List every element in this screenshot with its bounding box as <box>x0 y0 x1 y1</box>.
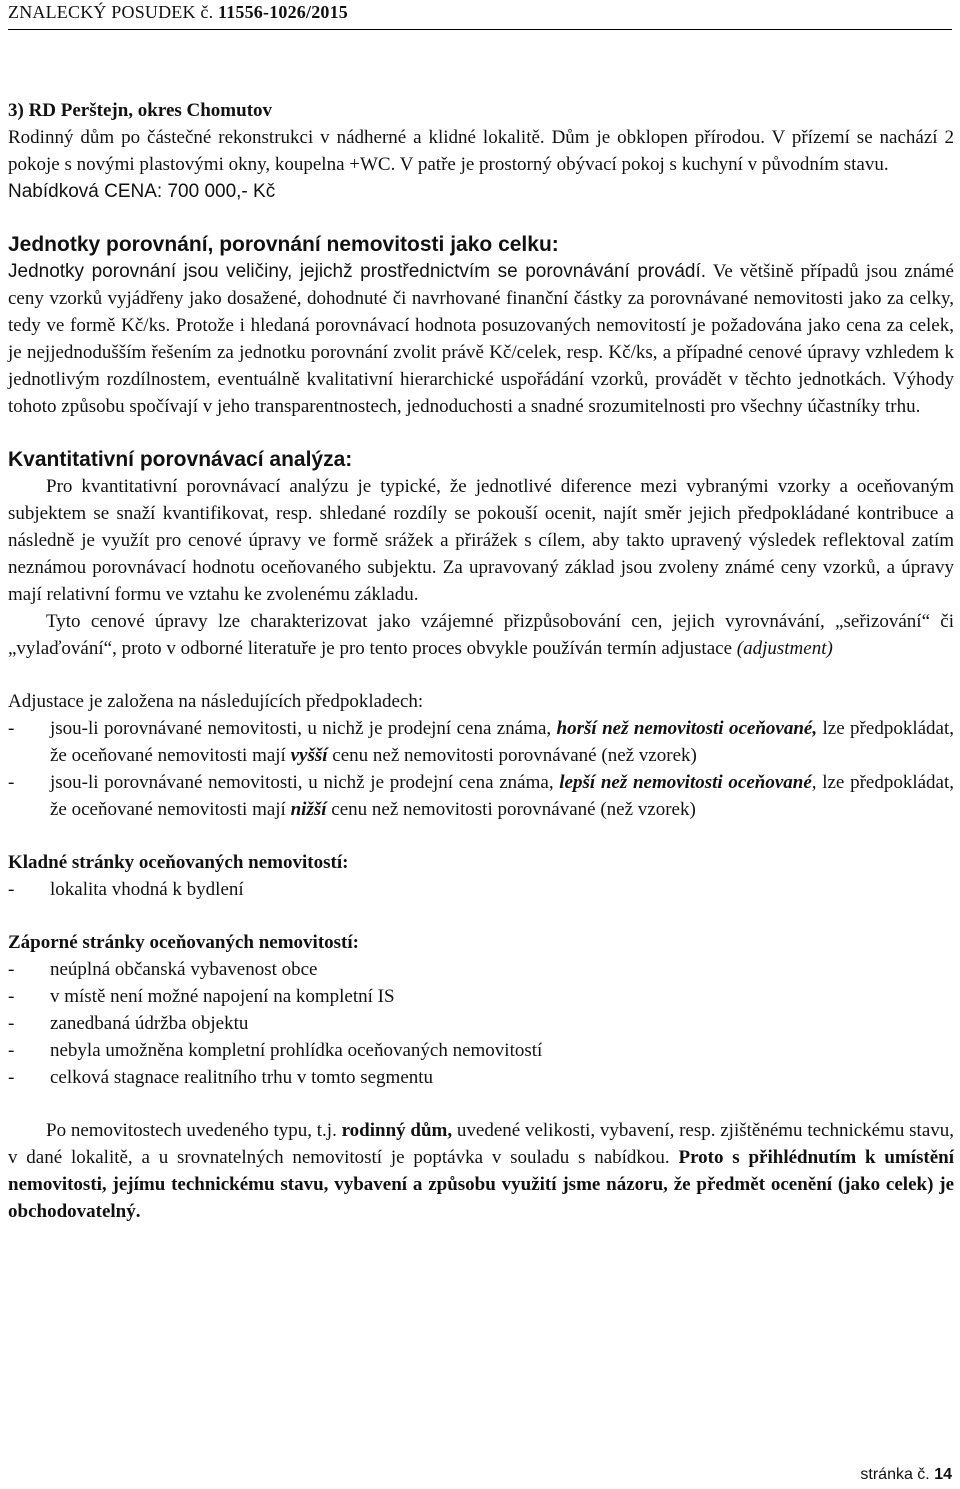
adjust-item1-a: jsou-li porovnávané nemovitosti, u nichž je prodejní cena známa, <box>50 718 552 739</box>
adjust-item1-c: lze předpokládat, že oceňované nemovitosti mají <box>50 718 954 766</box>
list-dash: - <box>8 959 15 980</box>
negatives-item <box>8 1064 954 1091</box>
conclusion-a: Po nemovitostech uvedeného typu, t.j. <box>46 1120 337 1141</box>
positives-heading: Kladné stránky oceňovaných nemovitostí: <box>8 852 349 873</box>
quant-paragraph-2 <box>8 608 954 662</box>
adjust-item2-a: jsou-li porovnávané nemovitosti, u nichž je prodejní cena známa, <box>50 772 554 793</box>
property-description: Rodinný dům po částečné rekonstrukci v nádherné a klidné lokalitě. Dům je obklopen přírodou. V přízemí se nachází 2 pokoje s novými plastovými okny, koupelna +WC. V patře je prostorný obývací pokoj s kuchyní v původním stavu. <box>8 127 954 175</box>
adjust-item-worse-text <box>50 715 954 769</box>
adjust-item2-e: cenu než nemovitosti porovnávané (než vzorek) <box>331 799 696 820</box>
page-footer <box>860 1466 952 1484</box>
conclusion-paragraph <box>8 1117 954 1225</box>
list-dash: - <box>8 718 15 739</box>
negatives-heading: Záporné stránky oceňovaných nemovitostí: <box>8 932 359 953</box>
adjust-item2-c: , lze předpokládat, že oceňované nemovitosti mají <box>50 772 954 820</box>
list-dash: - <box>8 1013 15 1034</box>
negatives-item-text: celková stagnace realitního trhu v tomto segmentu <box>50 1067 434 1088</box>
positives-item-text: lokalita vhodná k bydlení <box>50 879 244 900</box>
footer-page-number: 14 <box>934 1466 952 1483</box>
units-paragraph <box>8 258 954 420</box>
quant-p2-text: Tyto cenové úpravy lze charakterizovat jako vzájemné přizpůsobování cen, jejich vyrovnávání, „seřizování“ či „vylaďování“, proto v odborné literatuře je pro tento proces obvykle používán termín adjustace <box>8 611 954 659</box>
units-heading: Jednotky porovnání, porovnání nemovitosti jako celku: <box>8 233 559 256</box>
list-dash: - <box>8 986 15 1007</box>
list-dash: - <box>8 1040 15 1061</box>
units-lead: Jednotky porovnání jsou veličiny, jejichž prostřednictvím se porovnávání provádí. <box>8 261 707 282</box>
adjust-item2-d: nižší <box>290 799 327 820</box>
adjust-item1-d: vyšší <box>290 745 328 766</box>
header-number: 11556-1026/2015 <box>218 2 349 22</box>
property-price: Nabídková CENA: 700 000,- Kč <box>8 181 276 202</box>
quant-heading: Kvantitativní porovnávací analýza: <box>8 448 353 471</box>
adjust-item1-b: horší než nemovitosti oceňované, <box>556 718 818 739</box>
adjust-item2-b: lepší než nemovitosti oceňované <box>559 772 812 793</box>
header-prefix: ZNALECKÝ POSUDEK č. <box>8 2 214 22</box>
conclusion-c: uvedené velikosti, vybavení, resp. zjištěnému technickému stavu, v dané lokalitě, a u srovnatelných nemovitostí je poptávka v souladu s nabídkou. <box>8 1120 955 1168</box>
negatives-item <box>8 1010 954 1037</box>
negatives-item-text: v místě není možné napojení na kompletní IS <box>50 986 395 1007</box>
adjust-item-better <box>8 769 954 823</box>
adjust-item-better-text <box>50 769 954 823</box>
units-body: Ve většině případů jsou známé ceny vzorků vyjádřeny jako dosažené, dohodnuté či navrhované finanční částky za porovnávané nemovitosti jako za celky, tedy ve formě Kč/ks. Protože i hledaná porovnávací hodnota posuzovaných nemovitostí je požadována jako cena za celek, je nejjednodušším řešením za jednotku porovnání zvolit právě Kč/celek, resp. Kč/ks, a případné cenové úpravy vzhledem k jednotlivým rozdílnostem, eventuálně kvalitativní hierarchické uspořádání vzorků, provádět v těchto jednotkách. Výhody tohoto způsobu spočívají v jeho transparentnostech, jednoduchosti a snadné srozumitelnosti pro všechny účastníky trhu. <box>8 261 954 417</box>
property-title: 3) RD Perštejn, okres Chomutov <box>8 100 273 121</box>
negatives-item <box>8 956 954 983</box>
adjust-item-worse <box>8 715 954 769</box>
document-content <box>8 97 954 1225</box>
footer-label: stránka č. <box>860 1466 930 1483</box>
negatives-item-text: zanedbaná údržba objektu <box>50 1013 249 1034</box>
list-dash: - <box>8 1067 15 1088</box>
adjust-intro: Adjustace je založena na následujících předpokladech: <box>8 691 424 712</box>
list-dash: - <box>8 879 15 900</box>
quant-paragraph-1: Pro kvantitativní porovnávací analýzu je typické, že jednotlivé diference mezi vybranými vzorky a oceňovaným subjektem se snaží kvantifikovat, resp. shledané rozdíly se pokouší ocenit, najít směr jejich předpokládané kontribuce a následně je využít pro cenové úpravy ve formě srážek a přirážek s cílem, aby takto upravený výsledek reflektoval zatím neznámou porovnávací hodnotu oceňovaného subjektu. Za upravovaný základ jsou zvoleny známé ceny vzorků, a úpravy mají relativní formu ve vztahu ke zvolenému základu. <box>8 476 954 605</box>
list-dash: - <box>8 772 15 793</box>
conclusion-b: rodinný dům, <box>341 1120 453 1141</box>
negatives-item-text: neúplná občanská vybavenost obce <box>50 959 318 980</box>
quant-p2-term: (adjustment) <box>736 638 833 659</box>
positives-item <box>8 876 954 903</box>
negatives-item-text: nebyla umožněna kompletní prohlídka oceňovaných nemovitostí <box>50 1040 543 1061</box>
page-header <box>8 2 952 30</box>
negatives-item <box>8 983 954 1010</box>
negatives-item <box>8 1037 954 1064</box>
conclusion-d: Proto s přihlédnutím k umístění nemovitosti, jejímu technickému stavu, vybavení a způsobu využití jsme názoru, že předmět ocenění (jako celek) je obchodovatelný. <box>8 1147 954 1222</box>
adjust-item1-e: cenu než nemovitosti porovnávané (než vzorek) <box>332 745 697 766</box>
